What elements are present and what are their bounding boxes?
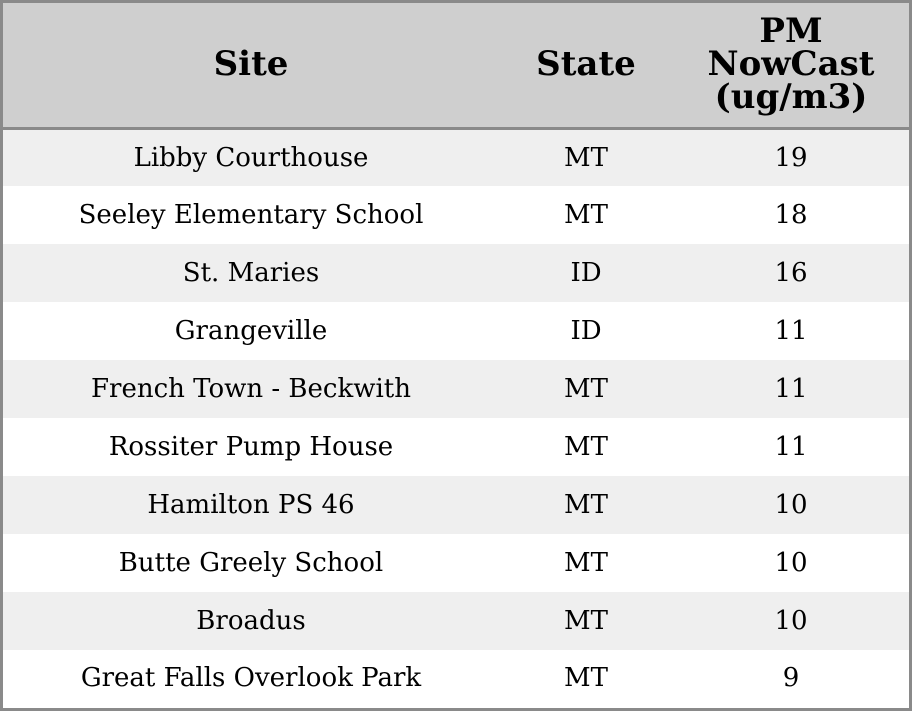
cell-pm: 16 (774, 258, 808, 288)
table-row (3, 186, 909, 244)
cell-pm: 10 (774, 490, 808, 520)
table-row (3, 592, 909, 650)
table-row (3, 302, 909, 360)
cell-site: Grangeville (174, 316, 328, 346)
cell-site: Libby Courthouse (133, 142, 369, 173)
cell-site: Broadus (196, 606, 306, 636)
table-row (3, 534, 909, 592)
cell-site: French Town - Beckwith (90, 374, 412, 404)
header-state (499, 3, 673, 128)
header-site (3, 3, 499, 128)
table-row (3, 128, 909, 186)
cell-pm: 19 (774, 142, 808, 173)
table-row (3, 244, 909, 302)
cell-state: MT (564, 663, 608, 693)
table-row (3, 360, 909, 418)
cell-site: Rossiter Pump House (108, 432, 394, 462)
cell-pm: 11 (774, 432, 808, 462)
header-pm-line-1: PM (759, 11, 823, 52)
pm-nowcast-table (3, 3, 909, 706)
cell-site: Hamilton PS 46 (147, 490, 355, 520)
header-state-label: State (536, 44, 636, 85)
cell-state: MT (564, 142, 608, 173)
cell-pm: 18 (774, 200, 808, 230)
cell-state: ID (570, 316, 602, 346)
header-pm-line-2: NowCast (707, 44, 875, 85)
cell-state: MT (564, 606, 608, 636)
table-row (3, 418, 909, 476)
header-row (3, 3, 909, 128)
cell-pm: 10 (774, 548, 808, 578)
cell-pm: 11 (774, 316, 808, 346)
cell-site: St. Maries (182, 258, 320, 288)
cell-pm: 11 (774, 374, 808, 404)
cell-state: ID (570, 258, 602, 288)
cell-state: MT (564, 374, 608, 404)
cell-state: MT (564, 200, 608, 230)
header-pm-nowcast (673, 3, 909, 128)
cell-pm: 9 (782, 663, 800, 693)
header-pm-line-3: (ug/m3) (714, 77, 868, 118)
cell-site: Butte Greely School (118, 548, 384, 578)
table-row (3, 650, 909, 706)
table-header (3, 3, 909, 128)
cell-site: Seeley Elementary School (78, 200, 424, 230)
cell-state: MT (564, 490, 608, 520)
cell-site: Great Falls Overlook Park (80, 663, 422, 693)
cell-state: MT (564, 548, 608, 578)
table-row (3, 476, 909, 534)
cell-state: MT (564, 432, 608, 462)
header-site-label: Site (213, 44, 289, 85)
table-body (3, 128, 909, 706)
cell-pm: 10 (774, 606, 808, 636)
